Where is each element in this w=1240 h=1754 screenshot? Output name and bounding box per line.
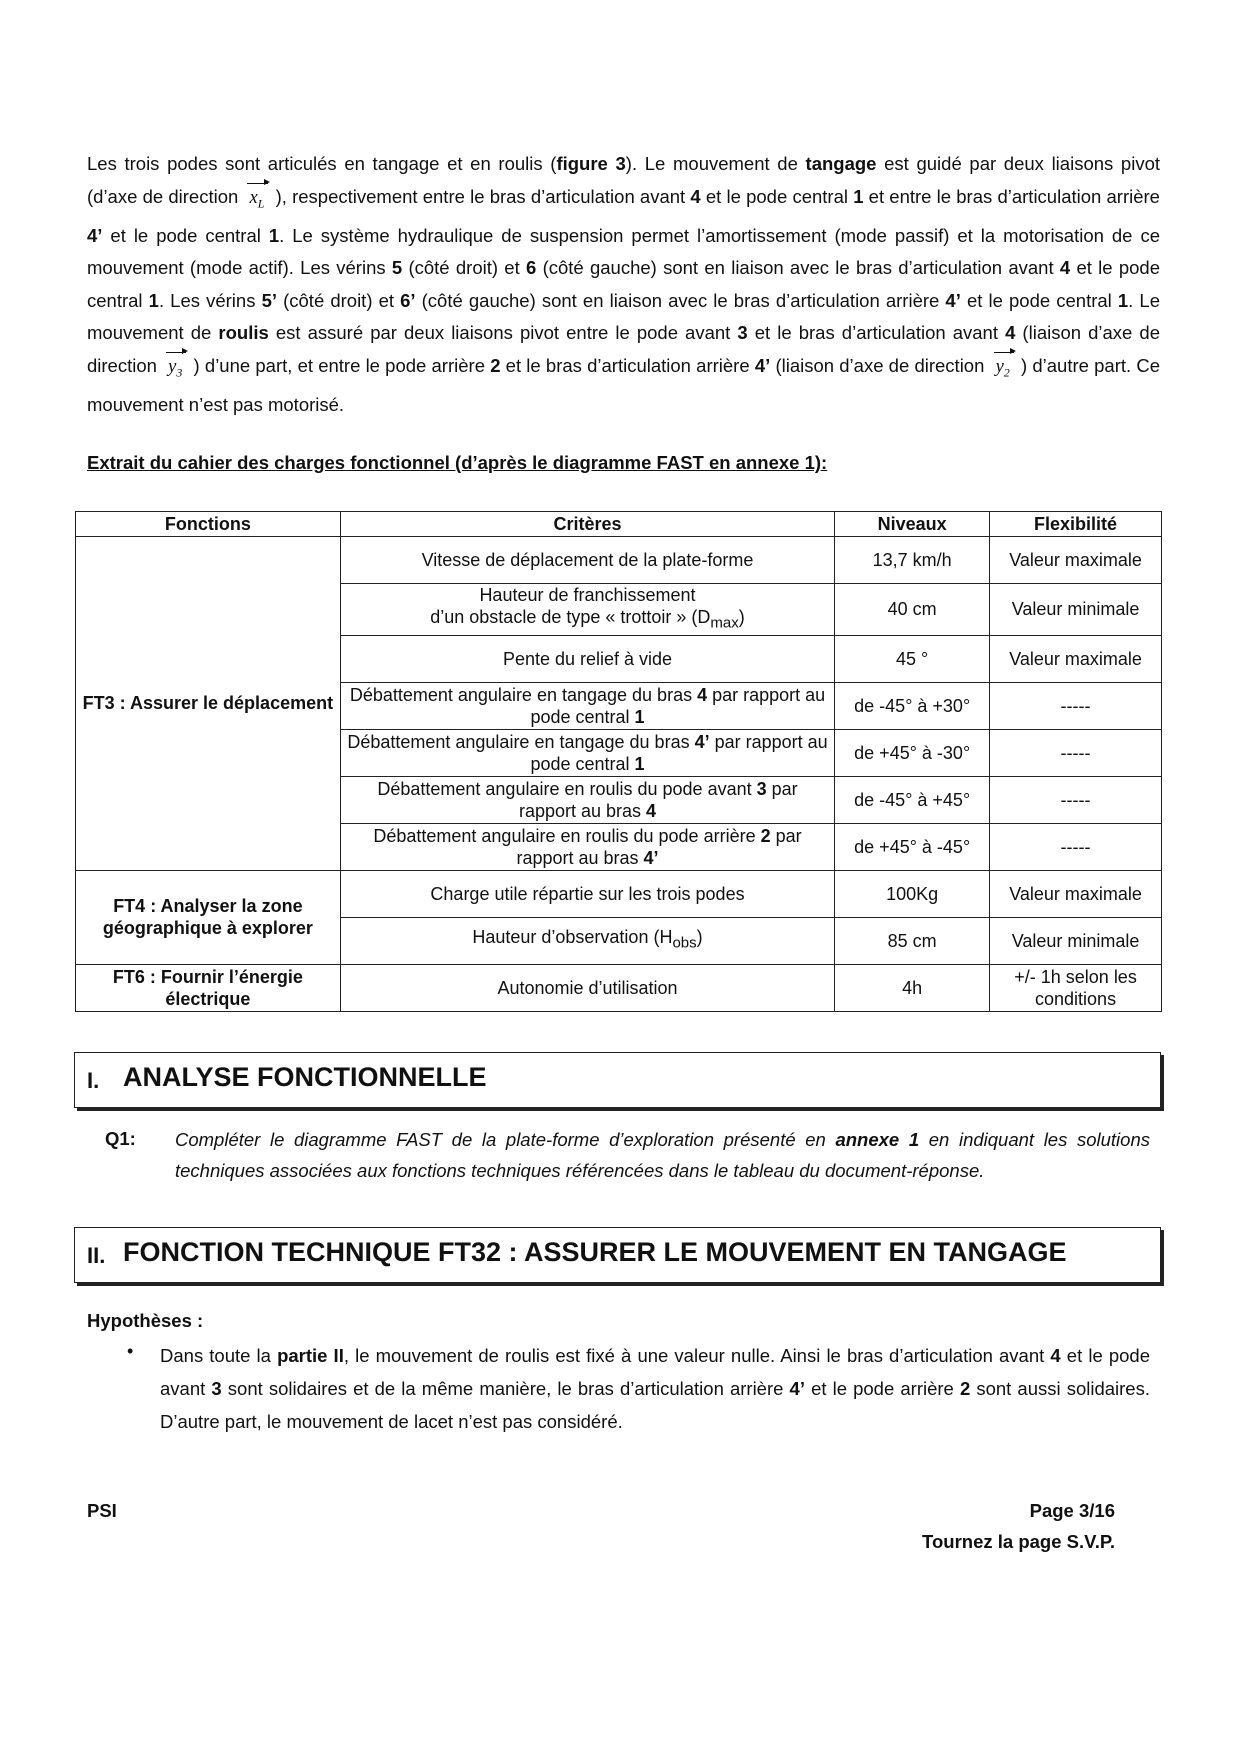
flex-cell: Valeur minimale xyxy=(990,917,1162,964)
criterion-cell: Pente du relief à vide xyxy=(340,635,834,682)
footer-turn-page: Tournez la page S.V.P. xyxy=(922,1531,1115,1552)
function-ft6: FT6 : Fournir l’énergie électrique xyxy=(76,964,341,1011)
flex-cell: Valeur maximale xyxy=(990,635,1162,682)
flex-cell: Valeur maximale xyxy=(990,537,1162,584)
criterion-cell: Vitesse de déplacement de la plate-forme xyxy=(340,537,834,584)
function-ft4: FT4 : Analyser la zone géographique à explorer xyxy=(76,870,341,964)
table-row xyxy=(76,870,1162,917)
section-1-heading xyxy=(74,1052,1161,1108)
flex-cell: +/- 1h selon les conditions xyxy=(990,964,1162,1011)
section-1-number: I. xyxy=(87,1068,100,1093)
extrait-title: Extrait du cahier des charges fonctionnel (d’après le diagramme FAST en annexe 1): xyxy=(87,452,828,473)
hypotheses-heading: Hypothèses : xyxy=(87,1310,204,1331)
section-1-title: ANALYSE FONCTIONNELLE xyxy=(123,1062,487,1092)
flex-cell: Valeur minimale xyxy=(990,584,1162,636)
header-criteres: Critères xyxy=(340,512,834,537)
section-2-heading xyxy=(74,1227,1161,1283)
vector-y3: $y_3$ xyxy=(162,351,188,389)
flex-cell: ----- xyxy=(990,729,1162,776)
criterion-cell: Débattement angulaire en tangage du bras 4’ par rapport au pode central 1 xyxy=(340,729,834,776)
table-row xyxy=(76,964,1162,1011)
level-cell: de -45° à +30° xyxy=(835,682,990,729)
question-label: Q1: xyxy=(105,1128,136,1149)
vector-y2: $y_2$ xyxy=(990,351,1016,389)
header-flexibilite: Flexibilité xyxy=(990,512,1162,537)
criterion-cell: Hauteur de franchissement d’un obstacle de type « trottoir » $(D_{max})$ xyxy=(340,584,834,636)
level-cell: 100Kg xyxy=(835,870,990,917)
criterion-cell: Débattement angulaire en roulis du pode avant 3 par rapport au bras 4 xyxy=(340,776,834,823)
header-fonctions: Fonctions xyxy=(76,512,341,537)
level-cell: 45 ° xyxy=(835,635,990,682)
level-cell: de +45° à -45° xyxy=(835,823,990,870)
table-row xyxy=(76,537,1162,584)
level-cell: de +45° à -30° xyxy=(835,729,990,776)
function-ft3: FT3 : Assurer le déplacement xyxy=(76,537,341,871)
level-cell: 4h xyxy=(835,964,990,1011)
footer-psi: PSI xyxy=(87,1500,117,1521)
level-cell: 85 cm xyxy=(835,917,990,964)
criterion-cell: Débattement angulaire en roulis du pode arrière 2 par rapport au bras 4’ xyxy=(340,823,834,870)
flex-cell: ----- xyxy=(990,682,1162,729)
section-2-title: FONCTION TECHNIQUE FT32 : ASSURER LE MOUVEMENT EN TANGAGE xyxy=(123,1237,1067,1267)
bullet-icon: • xyxy=(127,1341,134,1361)
flex-cell: ----- xyxy=(990,823,1162,870)
table-header-row xyxy=(76,512,1162,537)
header-niveaux: Niveaux xyxy=(835,512,990,537)
criterion-cell: Charge utile répartie sur les trois podes xyxy=(340,870,834,917)
intro-paragraph: Les trois podes sont articulés en tangage et en roulis (figure 3). Le mouvement de tangage est guidé par deux liaisons pivot (d’axe de direction $x_L$ ), respectivement entre le bras d’articulation avant 4 et le pode central 1 et entre le bras d’articulation arrière 4’ et le pode central 1. Le système hydraulique de suspension permet l’amortissement (mode passif) et la motorisation de ce mouvement (mode actif). Les vérins 5 (côté droit) et 6 (côté gauche) sont en liaison avec le bras d’articulation avant 4 et le pode central 1. Les vérins 5’ (côté droit) et 6’ (côté gauche) sont en liaison avec le bras d’articulation arrière 4’ et le pode central 1. Le mouvement de roulis est assuré par deux liaisons pivot entre le pode avant 3 et le bras d’articulation avant 4 (liaison d’axe de direction $y_3$ ) d’une part, et entre le pode arrière 2 et le bras d’articulation arrière 4’ (liaison d’axe de direction $y_2$ ) d’autre part. Ce mouvement n’est pas motorisé. xyxy=(87,153,1161,415)
level-cell: de -45° à +45° xyxy=(835,776,990,823)
question-text: Compléter le diagramme FAST de la plate-forme d’exploration présenté en annexe 1 en indiquant les solutions techniques associées aux fonctions techniques référencées dans le tableau du document-réponse. xyxy=(175,1129,1150,1181)
criterion-cell: Hauteur d’observation $(H_{obs})$ xyxy=(340,917,834,964)
vector-xL: $x_L$ xyxy=(243,182,270,220)
level-cell: 13,7 km/h xyxy=(835,537,990,584)
section-2-number: II. xyxy=(87,1243,106,1268)
hypothesis-item: Dans toute la partie II, le mouvement de roulis est fixé à une valeur nulle. Ainsi le bras d’articulation avant 4 et le pode avant 3 sont solidaires et de la même manière, le bras d’articulation arrière 4’ et le pode arrière 2 sont aussi solidaires. D’autre part, le mouvement de lacet n’est pas considéré. xyxy=(160,1345,1150,1432)
criterion-cell: Autonomie d’utilisation xyxy=(340,964,834,1011)
flex-cell: Valeur maximale xyxy=(990,870,1162,917)
flex-cell: ----- xyxy=(990,776,1162,823)
footer-page-number: Page 3/16 xyxy=(1029,1500,1115,1521)
level-cell: 40 cm xyxy=(835,584,990,636)
criterion-cell: Débattement angulaire en tangage du bras 4 par rapport au pode central 1 xyxy=(340,682,834,729)
cahier-des-charges-table xyxy=(75,511,1162,1012)
